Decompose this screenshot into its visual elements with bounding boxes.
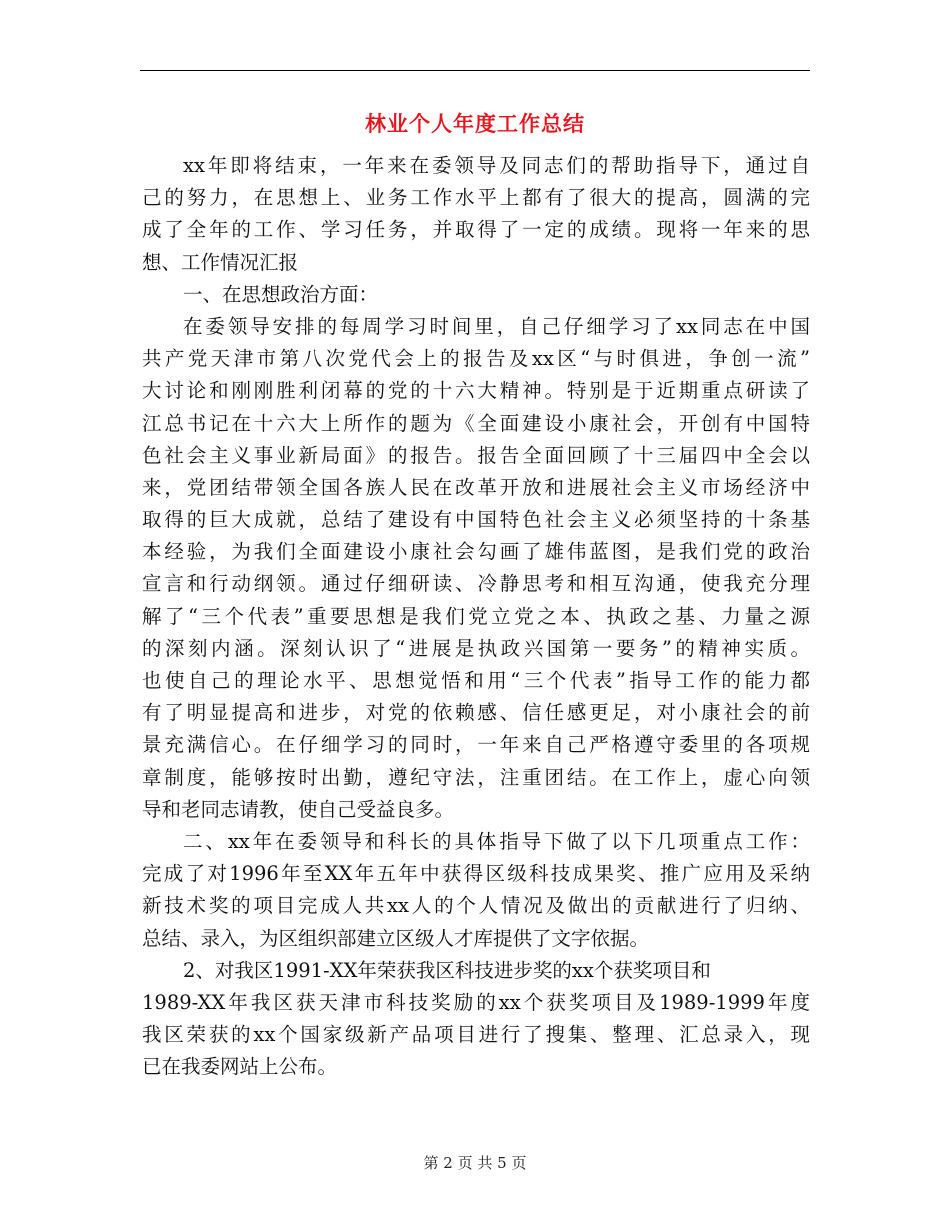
header-rule xyxy=(140,70,810,71)
text-line: 也使自己的理论水平、思想觉悟和用“三个代表”指导工作的能力都 xyxy=(142,669,810,692)
text-line: 已在我委网站上公布。 xyxy=(142,1055,338,1079)
text-line: 有了明显提高和进步，对党的依赖感、信任感更足，对小康社会的前 xyxy=(142,701,810,725)
text-line: xx年即将结束，一年来在委领导及同志们的帮助指导下，通过自 xyxy=(183,154,810,177)
text-line: 共产党天津市第八次党代会上的报告及xx区“与时俱进，争创一流” xyxy=(142,347,810,371)
text-line: 景充满信心。在仔细学习的同时，一年来自己严格遵守委里的各项规 xyxy=(142,733,810,757)
text-line: 2、对我区1991-XX年荣获我区科技进步奖的xx个获奖项目和 xyxy=(183,958,711,982)
text-line: 色社会主义事业新局面》的报告。报告全面回顾了十三届四中全会以 xyxy=(142,443,810,467)
text-line: 在委领导安排的每周学习时间里，自己仔细学习了xx同志在中国 xyxy=(183,314,810,338)
text-line: 己的努力，在思想上、业务工作水平上都有了很大的提高，圆满的完 xyxy=(142,186,810,210)
text-line: 宣言和行动纲领。通过仔细研读、冷静思考和相互沟通，使我充分理 xyxy=(142,572,810,596)
text-line: 成了全年的工作、学习任务，并取得了一定的成绩。现将一年来的思 xyxy=(142,218,810,242)
text-line: 我区荣获的xx个国家级新产品项目进行了搜集、整理、汇总录入，现 xyxy=(142,1023,810,1047)
text-line: 大讨论和刚刚胜利闭幕的党的十六大精神。特别是于近期重点研读了 xyxy=(142,379,810,403)
text-line: 想、工作情况汇报 xyxy=(142,250,299,274)
text-line: 江总书记在十六大上所作的题为《全面建设小康社会，开创有中国特 xyxy=(142,411,810,435)
text-line: 本经验，为我们全面建设小康社会勾画了雄伟蓝图，是我们党的政治 xyxy=(142,540,810,564)
section-heading: 二、xx年在委领导和科长的具体指导下做了以下几项重点工作： xyxy=(183,829,810,853)
text-line: 1989-XX年我区获天津市科技奖励的xx个获奖项目及1989-1999年度 xyxy=(142,990,810,1014)
text-line: 新技术奖的项目完成人共xx人的个人情况及做出的贡献进行了归纳、 xyxy=(142,894,810,918)
page-number: 第 2 页 共 5 页 xyxy=(423,1154,527,1172)
text-line: 导和老同志请教，使自己受益良多。 xyxy=(142,797,455,821)
text-line: 总结、录入，为区组织部建立区级人才库提供了文字依据。 xyxy=(142,926,650,950)
document-title: 林业个人年度工作总结 xyxy=(365,112,585,136)
text-line: 章制度，能够按时出勤，遵纪守法，注重团结。在工作上，虚心向领 xyxy=(142,765,810,789)
section-heading: 一、在思想政治方面： xyxy=(183,282,379,306)
text-line: 的深刻内涵。深刻认识了“进展是执政兴国第一要务”的精神实质。 xyxy=(142,636,810,660)
text-line: 来，党团结带领全国各族人民在改革开放和进展社会主义市场经济中 xyxy=(142,475,810,499)
text-line: 解了“三个代表”重要思想是我们党立党之本、执政之基、力量之源 xyxy=(142,604,810,628)
text-line: 取得的巨大成就，总结了建设有中国特色社会主义必须坚持的十条基 xyxy=(142,508,810,532)
document-body xyxy=(142,150,810,1083)
text-line: 完成了对1996年至XX年五年中获得区级科技成果奖、推广应用及采纳 xyxy=(142,862,810,886)
